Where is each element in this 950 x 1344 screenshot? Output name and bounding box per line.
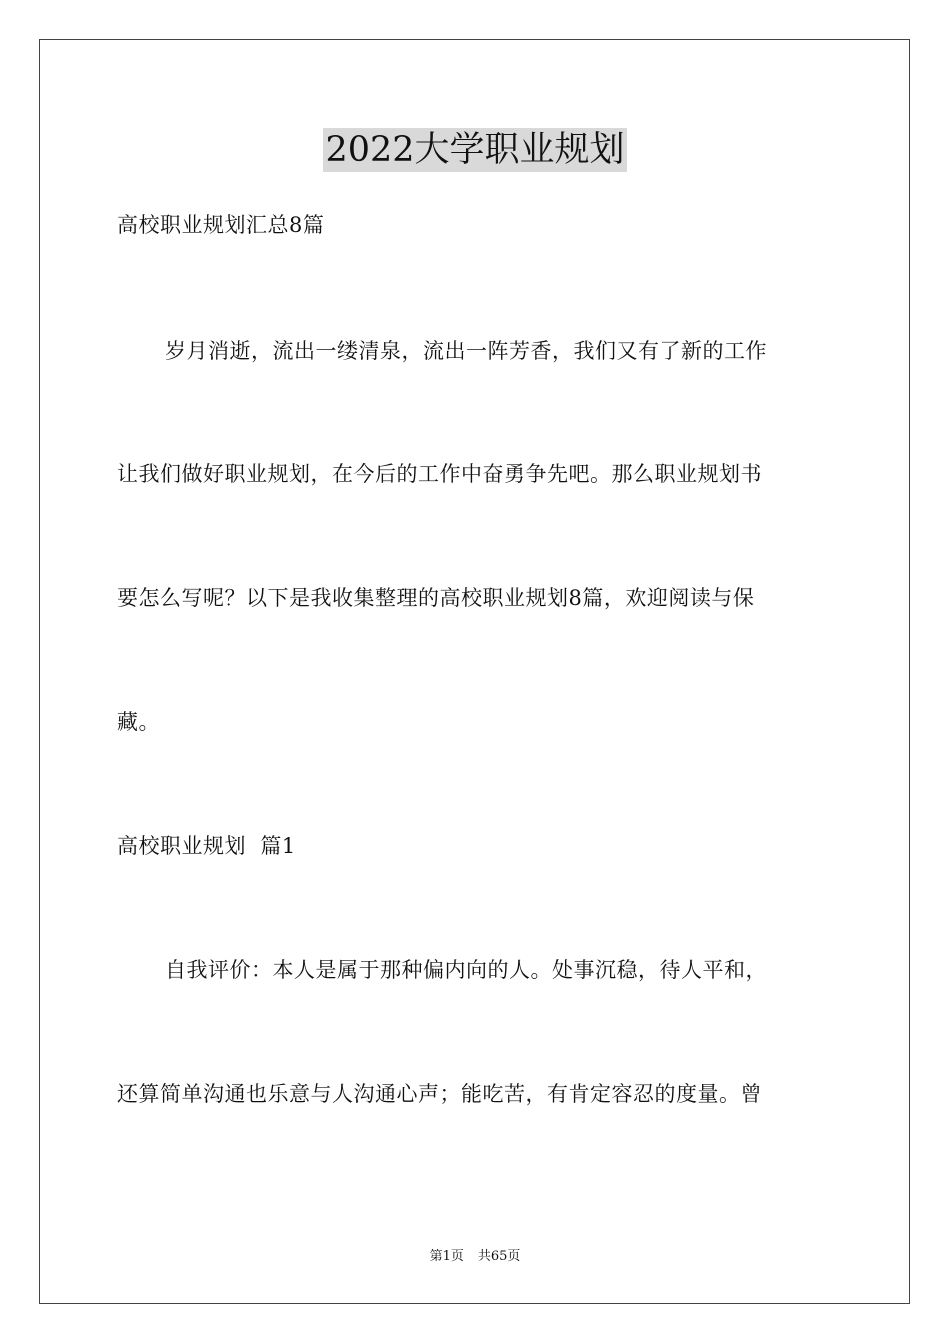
document-subtitle: 高校职业规划汇总8篇 xyxy=(117,213,325,237)
section-heading: 高校职业规划 篇1 xyxy=(117,834,296,858)
intro-line-2: 让我们做好职业规划，在今后的工作中奋勇争先吧。那么职业规划书 xyxy=(117,462,762,486)
page-total: 共65页 xyxy=(477,1249,521,1264)
page-number: 第1页 xyxy=(429,1249,464,1264)
page-footer xyxy=(0,1248,950,1266)
title-container xyxy=(0,128,950,172)
document-title: 2022大学职业规划 xyxy=(325,130,625,170)
section-line-2: 还算简单沟通也乐意与人沟通心声；能吃苦，有肯定容忍的度量。曾 xyxy=(117,1082,762,1106)
intro-line-3: 要怎么写呢？以下是我收集整理的高校职业规划8篇，欢迎阅读与保 xyxy=(117,586,755,610)
intro-line-4: 藏。 xyxy=(117,710,160,734)
intro-line-1: 岁月消逝，流出一缕清泉，流出一阵芳香，我们又有了新的工作 xyxy=(165,339,767,363)
section-line-1: 自我评价：本人是属于那种偏内向的人。处事沉稳，待人平和， xyxy=(165,958,767,982)
